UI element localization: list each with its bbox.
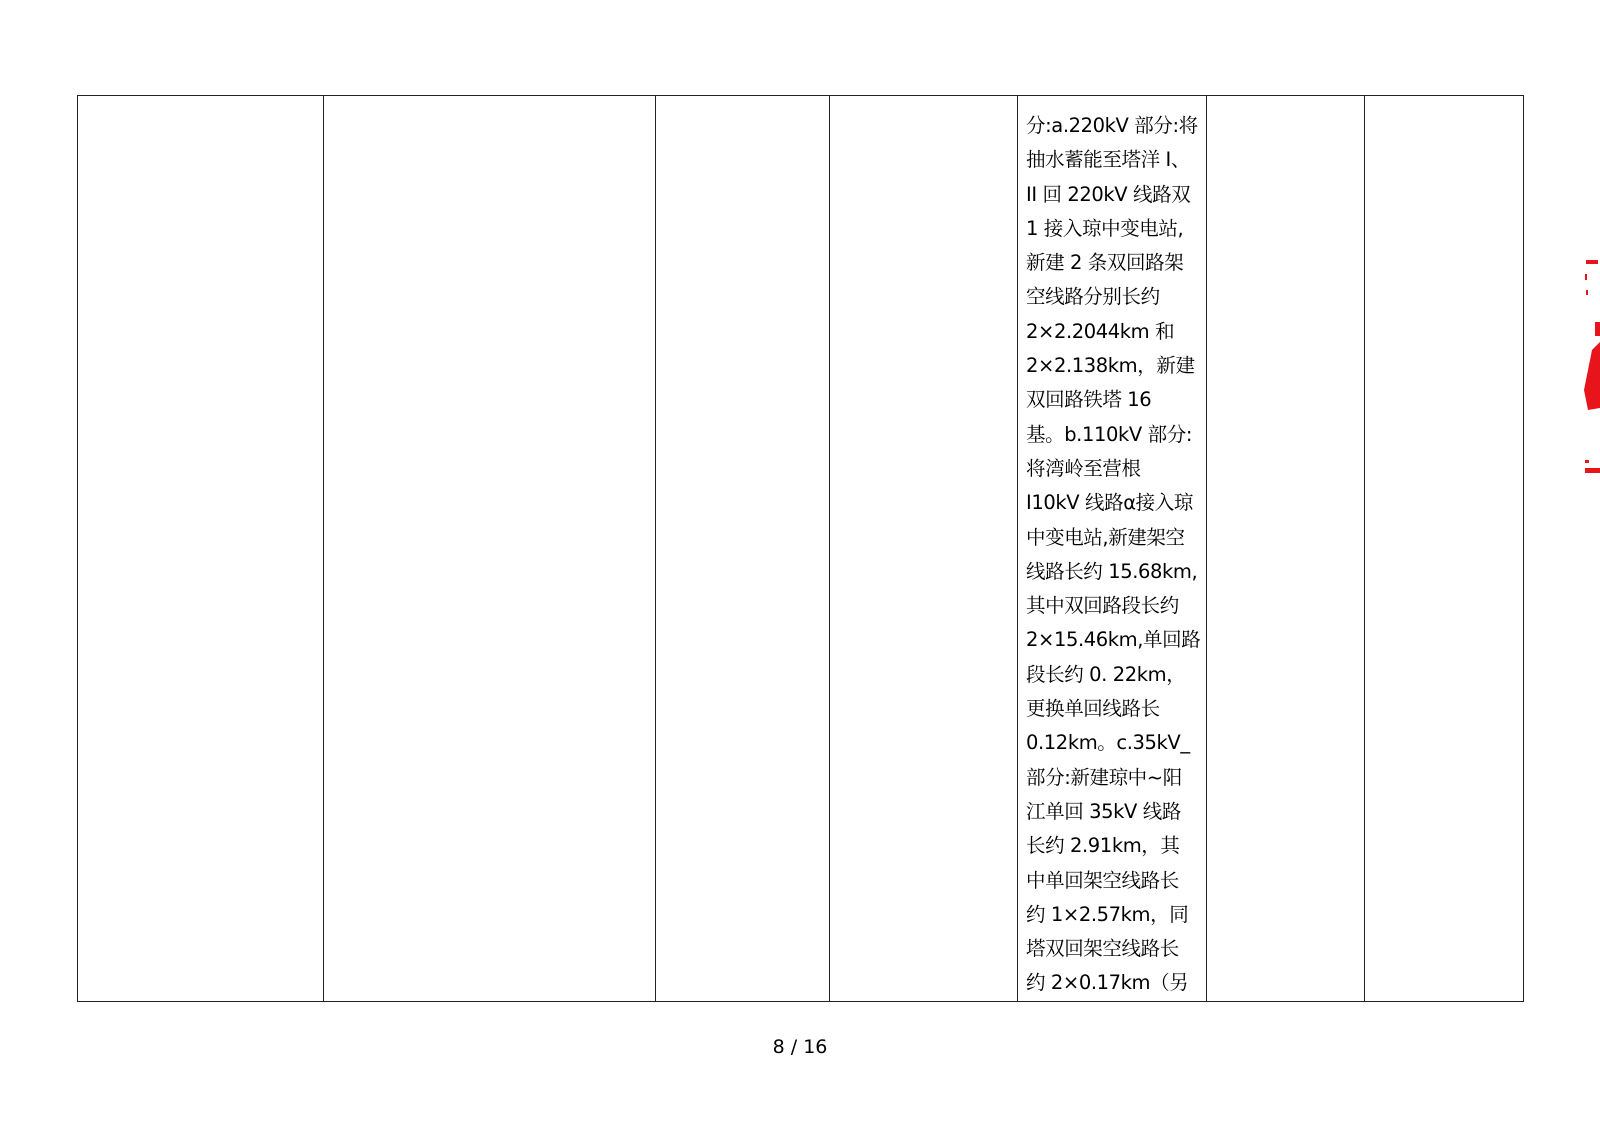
description-line: 段长约 0. 22km， (1026, 662, 1186, 686)
description-line: 更换单回线路长 (1026, 697, 1160, 721)
red-seal-stamp (1582, 250, 1600, 490)
stamp-mark (1585, 460, 1589, 463)
page-number: 8 / 16 (772, 1036, 828, 1058)
table-cell-col2 (324, 96, 656, 1002)
description-line: I10kV 线路α接入琼 (1026, 491, 1193, 515)
description-line: 塔双回架空线路长 (1026, 937, 1179, 961)
stamp-mark (1586, 290, 1588, 295)
stamp-mark (1586, 260, 1598, 264)
description-line: 长约 2.91km，其 (1026, 834, 1180, 858)
description-line: 约 1×2.57km，同 (1026, 902, 1189, 926)
description-line: 约 2×0.17km（另 (1026, 971, 1189, 995)
description-line: 其中双回路段长约 (1026, 594, 1179, 618)
description-line: 空线路分别长约 (1026, 285, 1160, 309)
description-line: 中变电站,新建架空 (1026, 525, 1185, 549)
stamp-mark (1584, 342, 1600, 410)
description-line: 0.12km。c.35kV_ (1026, 731, 1190, 755)
description-line: 2×2.2044km 和 (1026, 319, 1175, 343)
description-line: 分:a.220kV 部分:将 (1026, 114, 1198, 137)
description-line: 中单回架空线路长 (1026, 868, 1179, 892)
construction-description-cell (1018, 96, 1207, 1002)
table-cell-col6 (1207, 96, 1365, 1002)
description-line: 将湾岭至营根 (1026, 456, 1141, 480)
stamp-mark (1585, 468, 1600, 473)
table-cell-col3 (656, 96, 830, 1002)
description-line: 线路长约 15.68km, (1026, 559, 1198, 583)
stamp-mark (1585, 274, 1587, 280)
description-line: 双回路铁塔 16 (1026, 388, 1152, 412)
description-line: II 回 220kV 线路双 (1026, 182, 1191, 206)
stamp-mark (1595, 322, 1600, 336)
table-cell-col7 (1365, 96, 1524, 1002)
description-line: 1 接入琼中变电站, (1026, 216, 1184, 240)
description-line: 部分:新建琼中~阳 (1026, 765, 1182, 789)
description-line: 新建 2 条双回路架 (1026, 251, 1184, 275)
description-line: 基。b.110kV 部分: (1026, 422, 1192, 446)
table-row (78, 96, 1524, 1002)
description-line: 2×2.138km，新建 (1026, 354, 1195, 378)
description-line: 2×15.46km,单回路 (1026, 628, 1201, 652)
table-cell-col4 (830, 96, 1018, 1002)
description-line: 江单回 35kV 线路 (1026, 799, 1181, 823)
description-line: 抽水蓄能至塔洋 I、 (1026, 148, 1190, 172)
table-cell-col1 (78, 96, 324, 1002)
project-table (77, 95, 1524, 1002)
